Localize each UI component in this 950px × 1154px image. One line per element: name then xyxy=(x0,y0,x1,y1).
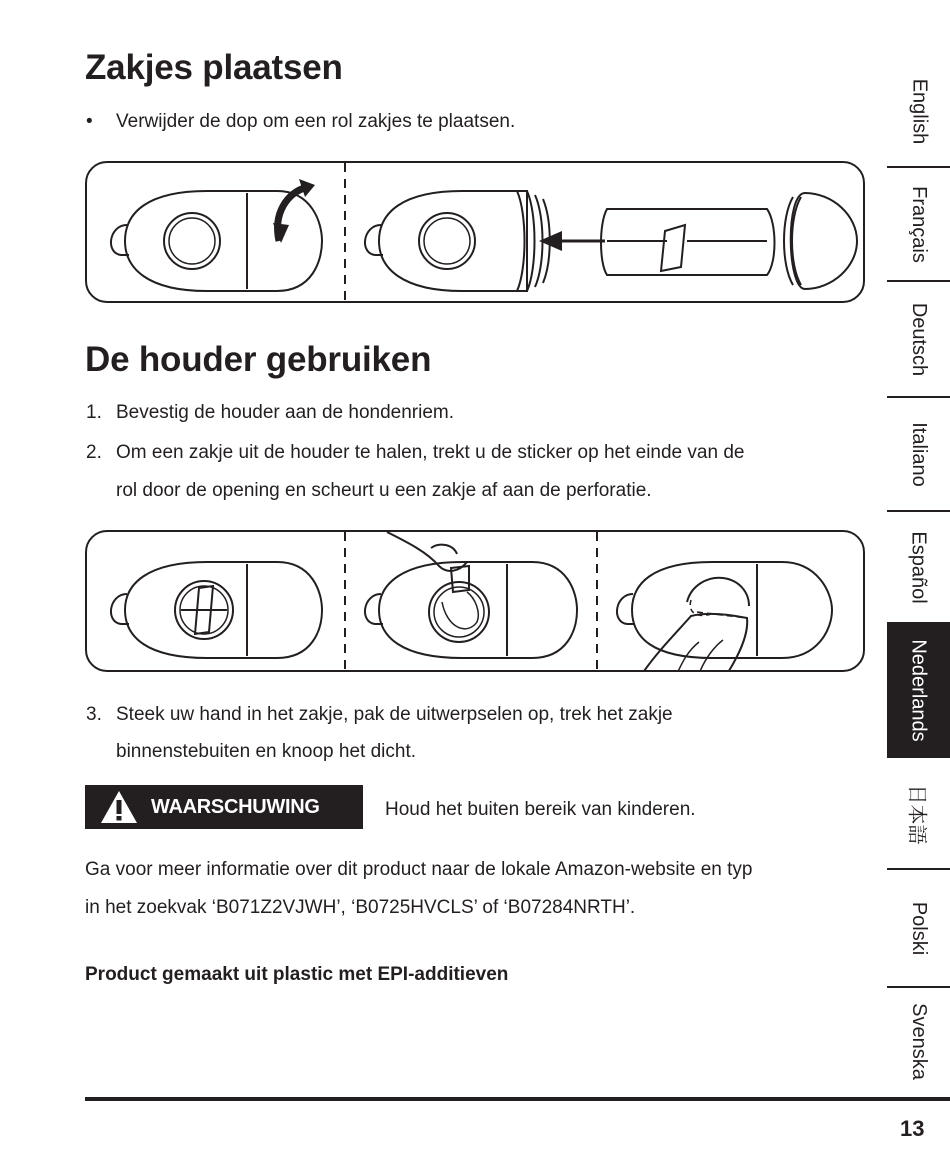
tab-label: Polski xyxy=(907,901,930,955)
tab-label: Svenska xyxy=(908,1002,930,1080)
tab-label: 日本語 xyxy=(905,784,927,844)
bag-pulled xyxy=(442,592,478,629)
holder-window-inner xyxy=(169,218,215,264)
info-text: in het zoekvak ‘B071Z2VJWH’, ‘B0725HVCLS’ of ‘B07284NRTH’. xyxy=(85,897,636,918)
roll-sticker xyxy=(661,225,685,271)
holder-window-2 xyxy=(419,213,475,269)
warning-label: WAARSCHUWING xyxy=(151,795,320,818)
illustration-pull-bag xyxy=(85,530,865,672)
tab-nederlands[interactable] xyxy=(887,622,950,758)
page-number: 13 xyxy=(900,1116,925,1141)
step-number: 2. xyxy=(86,442,102,463)
bullet-text: Verwijder de dop om een rol zakjes te plaatsen. xyxy=(116,111,516,132)
holder-body xyxy=(125,191,322,291)
holder-cap xyxy=(791,193,857,289)
step-text: Steek uw hand in het zakje, pak de uitwerpselen op, trek het zakje xyxy=(116,704,673,725)
tab-deutsch[interactable] xyxy=(887,282,950,396)
tab-espanol[interactable] xyxy=(887,512,950,622)
tab-label: Français xyxy=(908,185,931,263)
holder-body-3 xyxy=(632,562,832,658)
hand-with-bag xyxy=(642,614,747,672)
tab-label: Deutsch xyxy=(908,302,930,376)
tab-label: Nederlands xyxy=(908,638,931,742)
step-text: Om een zakje uit de houder te halen, trekt u de sticker op het einde van de xyxy=(116,442,745,463)
tab-english[interactable] xyxy=(887,56,950,166)
material-note: Product gemaakt uit plastic met EPI-additieven xyxy=(85,964,509,985)
step-text: Bevestig de houder aan de hondenriem. xyxy=(116,402,455,423)
tab-italiano[interactable] xyxy=(887,398,950,510)
tab-japanese[interactable] xyxy=(887,760,950,868)
holder-window-outer xyxy=(164,213,220,269)
bullet-dot: • xyxy=(86,111,93,132)
section-title-insert-bags: Zakjes plaatsen xyxy=(85,48,343,87)
tab-label: English xyxy=(908,78,931,144)
illustration-insert-roll xyxy=(85,161,865,303)
holder-open-body xyxy=(379,191,527,291)
step-text: rol door de opening en scheurt u een zakje af aan de perforatie. xyxy=(116,480,652,501)
step-number: 3. xyxy=(86,704,102,725)
tab-polski[interactable] xyxy=(887,870,950,986)
tab-label: Español xyxy=(908,530,930,604)
warning-triangle-icon xyxy=(99,789,139,825)
tab-francais[interactable] xyxy=(887,168,950,280)
tab-svenska[interactable] xyxy=(887,988,950,1094)
step-number: 1. xyxy=(86,402,102,423)
warning-text: Houd het buiten bereik van kinderen. xyxy=(385,799,696,820)
footer-rule xyxy=(85,1097,950,1101)
warning-badge xyxy=(85,785,363,829)
section-title-use-holder: De houder gebruiken xyxy=(85,340,432,379)
step-text: binnenstebuiten en knoop het dicht. xyxy=(116,741,417,762)
info-text: Ga voor meer informatie over dit product naar de lokale Amazon-website en typ xyxy=(85,859,753,880)
tab-label: Italiano xyxy=(908,421,930,487)
